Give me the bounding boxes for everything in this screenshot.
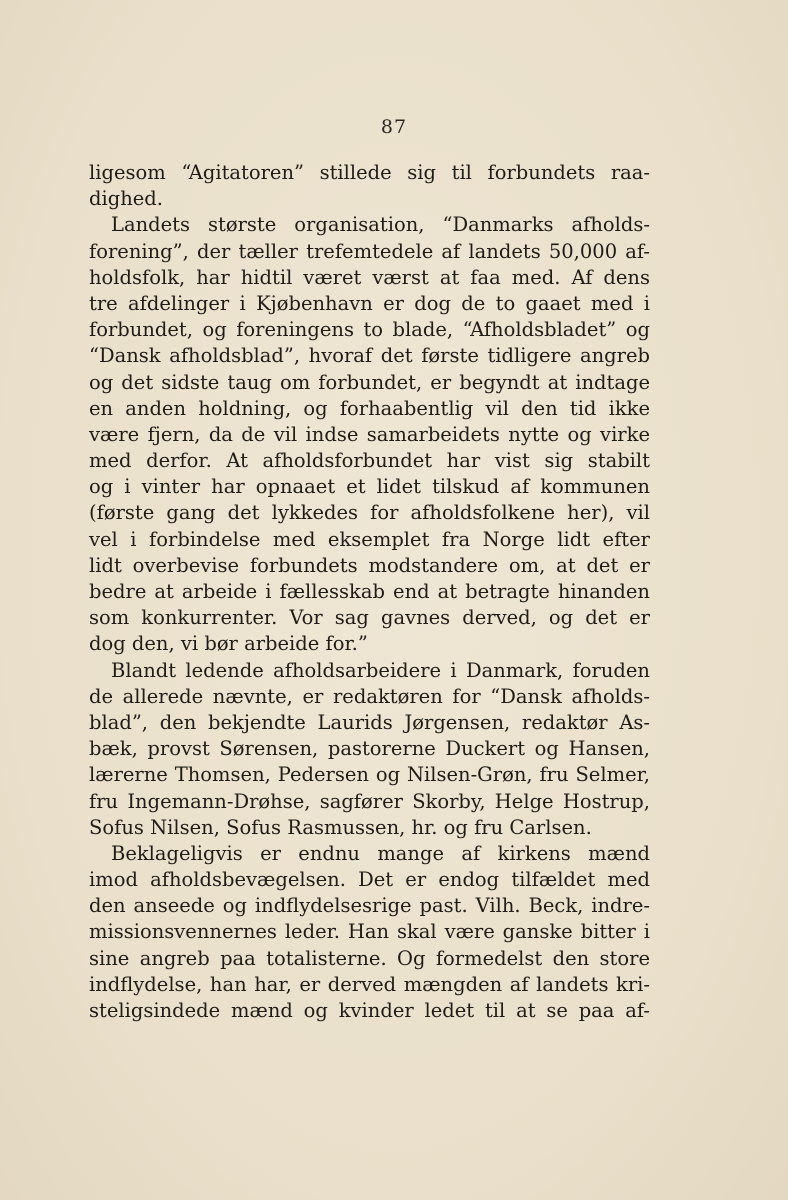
text-line: som konkurrenter. Vor sag gavnes derved, og det er <box>89 606 650 630</box>
text-line: de allerede nævnte, er redaktøren for “Dansk afholds- <box>89 684 650 708</box>
text-line: en anden holdning, og forhaabentlig vil den tid ikke <box>89 396 650 420</box>
text-line: og i vinter har opnaaet et lidet tilskud af kommunen <box>89 475 650 499</box>
text-line: Blandt ledende afholdsarbeidere i Danmark, foruden <box>111 658 650 682</box>
text-line: missionsvennernes leder. Han skal være ganske bitter i <box>89 920 650 944</box>
text-line: sine angreb paa totalisterne. Og formedelst den store <box>89 946 650 970</box>
text-line: dighed. <box>89 187 163 211</box>
text-line: forbundet, og foreningens to blade, “Afholdsbladet” og <box>89 318 650 342</box>
text-line: være fjern, da de vil indse samarbeidets nytte og virke <box>89 422 650 446</box>
text-line: Beklageligvis er endnu mange af kirkens mænd <box>111 841 650 865</box>
text-line: Landets største organisation, “Danmarks afholds- <box>111 213 650 237</box>
text-line: tre afdelinger i Kjøbenhavn er dog de to gaaet med i <box>89 291 650 315</box>
text-line: ligesom “Agitatoren” stillede sig til forbundets raa- <box>89 161 650 184</box>
text-line: med derfor. At afholdsforbundet har vist sig stabilt <box>89 449 650 473</box>
body-text <box>89 160 650 1024</box>
text-line: steligsindede mænd og kvinder ledet til at se paa af- <box>89 999 650 1022</box>
text-line: Sofus Nilsen, Sofus Rasmussen, hr. og fru Carlsen. <box>89 815 592 839</box>
text-line: holdsfolk, har hidtil været værst at faa med. Af dens <box>89 265 650 289</box>
text-line: indflydelse, han har, er derved mængden af landets kri- <box>89 972 650 996</box>
text-line: vel i forbindelse med eksemplet fra Norge lidt efter <box>89 527 650 551</box>
page-number: 87 <box>380 116 408 138</box>
text-line: bedre at arbeide i fællesskab end at betragte hinanden <box>89 580 650 603</box>
text-line: forening”, der tæller trefemtedele af landets 50,000 af- <box>89 239 650 263</box>
text-line: den anseede og indflydelsesrige past. Vilh. Beck, indre- <box>89 894 650 918</box>
text-line: (første gang det lykkedes for afholdsfolkene her), vil <box>89 501 650 525</box>
text-line: imod afholdsbevægelsen. Det er endog tilfældet med <box>89 868 650 892</box>
text-line: og det sidste taug om forbundet, er begyndt at indtage <box>89 370 650 394</box>
text-line: lidt overbevise forbundets modstandere om, at det er <box>89 553 650 577</box>
text-line: dog den, vi bør arbeide for.” <box>89 632 368 656</box>
text-line: bæk, provst Sørensen, pastorerne Duckert og Hansen, <box>89 737 650 761</box>
text-line: blad”, den bekjendte Laurids Jørgensen, redaktør As- <box>89 710 650 734</box>
text-line: lærerne Thomsen, Pedersen og Nilsen-Grøn, fru Selmer, <box>89 763 650 787</box>
text-line: “Dansk afholdsblad”, hvoraf det første tidligere angreb <box>89 344 650 368</box>
text-line: fru Ingemann-Drøhse, sagfører Skorby, Helge Hostrup, <box>89 789 650 813</box>
